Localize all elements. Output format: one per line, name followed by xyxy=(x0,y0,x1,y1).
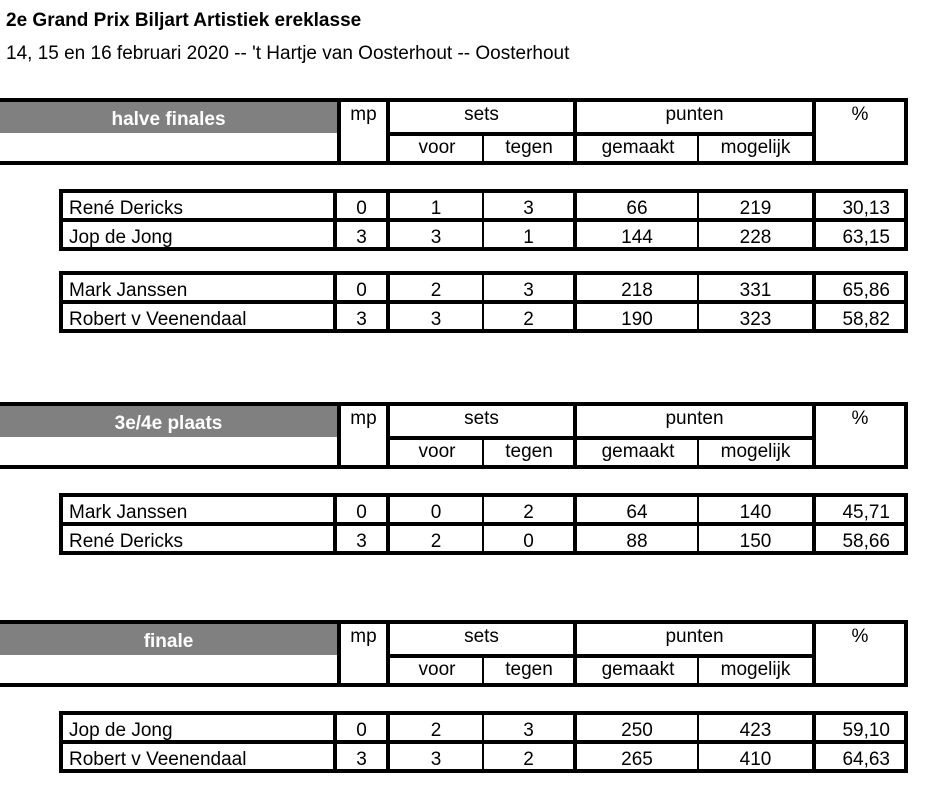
section-label-underline xyxy=(0,655,337,687)
column-header-punten xyxy=(577,620,816,687)
section-label-underline xyxy=(0,437,337,469)
points-mogelijk: 150 xyxy=(699,524,816,555)
percentage: 64,63 xyxy=(816,742,908,773)
column-header-mp-label: mp xyxy=(350,104,377,125)
sets-voor: 3 xyxy=(390,302,484,333)
points-mogelijk: 423 xyxy=(699,711,816,742)
points-mogelijk: 323 xyxy=(699,302,816,333)
points-mogelijk: 410 xyxy=(699,742,816,773)
percentage: 59,10 xyxy=(816,711,908,742)
column-header-punten xyxy=(577,98,816,165)
points-mogelijk: 219 xyxy=(699,189,816,220)
points-mogelijk: 140 xyxy=(699,493,816,524)
result-row xyxy=(59,493,908,524)
result-row xyxy=(59,302,908,333)
column-header-sets xyxy=(390,620,577,687)
sets-voor: 2 xyxy=(390,524,484,555)
player-name: Robert v Veenendaal xyxy=(59,302,337,333)
percentage: 45,71 xyxy=(816,493,908,524)
column-header-mp-label: mp xyxy=(350,626,377,647)
column-header-mp xyxy=(337,620,390,687)
sets-voor: 3 xyxy=(390,742,484,773)
sets-voor: 3 xyxy=(390,220,484,251)
sets-tegen: 2 xyxy=(484,302,577,333)
percentage: 58,82 xyxy=(816,302,908,333)
points-mogelijk: 331 xyxy=(699,271,816,302)
column-header-percentage-label: % xyxy=(851,408,869,429)
player-name: René Dericks xyxy=(59,189,337,220)
result-row xyxy=(59,271,908,302)
column-header-mp xyxy=(337,402,390,469)
player-name: René Dericks xyxy=(59,524,337,555)
results-section xyxy=(0,620,925,800)
column-header-voor: voor xyxy=(418,659,456,680)
section-label: finale xyxy=(0,620,337,655)
column-header-percentage xyxy=(816,402,908,469)
result-row xyxy=(59,711,908,742)
section-label: 3e/4e plaats xyxy=(0,402,337,437)
results-section xyxy=(0,98,925,330)
punten-divider xyxy=(577,436,812,440)
player-name: Jop de Jong xyxy=(59,220,337,251)
section-label: halve finales xyxy=(0,98,337,133)
match-points: 3 xyxy=(337,742,390,773)
points-gemaakt: 64 xyxy=(577,493,699,524)
column-header-gemaakt: gemaakt xyxy=(601,137,675,158)
column-header-sets-label: sets xyxy=(464,408,499,429)
column-header-tegen: tegen xyxy=(505,137,553,158)
column-header-punten-label: punten xyxy=(665,626,724,647)
points-gemaakt: 218 xyxy=(577,271,699,302)
sets-voor: 0 xyxy=(390,493,484,524)
column-header-punten-label: punten xyxy=(665,408,724,429)
column-header-punten-label: punten xyxy=(665,104,724,125)
results-section xyxy=(0,402,925,582)
player-name: Robert v Veenendaal xyxy=(59,742,337,773)
column-header-percentage-label: % xyxy=(851,104,869,125)
percentage: 58,66 xyxy=(816,524,908,555)
points-gemaakt: 265 xyxy=(577,742,699,773)
column-header-punten xyxy=(577,402,816,469)
result-row xyxy=(59,220,908,251)
column-header-percentage xyxy=(816,620,908,687)
column-header-sets xyxy=(390,402,577,469)
sets-voor: 1 xyxy=(390,189,484,220)
section-label-underline xyxy=(0,133,337,165)
column-header-gemaakt: gemaakt xyxy=(601,441,675,462)
match-points: 3 xyxy=(337,220,390,251)
column-header-mp-label: mp xyxy=(350,408,377,429)
sets-tegen: 0 xyxy=(484,524,577,555)
page-title: 2e Grand Prix Biljart Artistiek ereklasse xyxy=(6,10,362,31)
points-gemaakt: 144 xyxy=(577,220,699,251)
match-points: 3 xyxy=(337,302,390,333)
points-gemaakt: 88 xyxy=(577,524,699,555)
result-row xyxy=(59,189,908,220)
result-row xyxy=(59,742,908,773)
column-header-mogelijk: mogelijk xyxy=(720,137,791,158)
points-gemaakt: 250 xyxy=(577,711,699,742)
column-header-mogelijk: mogelijk xyxy=(720,659,791,680)
column-header-voor: voor xyxy=(418,137,456,158)
match-points: 0 xyxy=(337,711,390,742)
column-header-sets-label: sets xyxy=(464,626,499,647)
column-header-percentage xyxy=(816,98,908,165)
points-mogelijk: 228 xyxy=(699,220,816,251)
points-gemaakt: 190 xyxy=(577,302,699,333)
sets-voor: 2 xyxy=(390,711,484,742)
percentage: 30,13 xyxy=(816,189,908,220)
match-points: 0 xyxy=(337,189,390,220)
page-subtitle: 14, 15 en 16 februari 2020 -- 't Hartje van Oosterhout -- Oosterhout xyxy=(6,43,570,64)
match-points: 0 xyxy=(337,493,390,524)
result-row xyxy=(59,524,908,555)
column-header-voor: voor xyxy=(418,441,456,462)
punten-divider xyxy=(577,132,812,136)
column-header-mp xyxy=(337,98,390,165)
sets-tegen: 1 xyxy=(484,220,577,251)
sets-tegen: 3 xyxy=(484,711,577,742)
column-header-percentage-label: % xyxy=(851,626,869,647)
percentage: 65,86 xyxy=(816,271,908,302)
points-gemaakt: 66 xyxy=(577,189,699,220)
sets-voor: 2 xyxy=(390,271,484,302)
sets-tegen: 3 xyxy=(484,189,577,220)
player-name: Jop de Jong xyxy=(59,711,337,742)
column-header-gemaakt: gemaakt xyxy=(601,659,675,680)
sets-tegen: 2 xyxy=(484,493,577,524)
player-name: Mark Janssen xyxy=(59,271,337,302)
sets-tegen: 2 xyxy=(484,742,577,773)
match-points: 0 xyxy=(337,271,390,302)
column-header-mogelijk: mogelijk xyxy=(720,441,791,462)
column-header-sets-label: sets xyxy=(464,104,499,125)
column-header-sets xyxy=(390,98,577,165)
sets-tegen: 3 xyxy=(484,271,577,302)
player-name: Mark Janssen xyxy=(59,493,337,524)
match-points: 3 xyxy=(337,524,390,555)
percentage: 63,15 xyxy=(816,220,908,251)
punten-divider xyxy=(577,654,812,658)
column-header-tegen: tegen xyxy=(505,441,553,462)
column-header-tegen: tegen xyxy=(505,659,553,680)
